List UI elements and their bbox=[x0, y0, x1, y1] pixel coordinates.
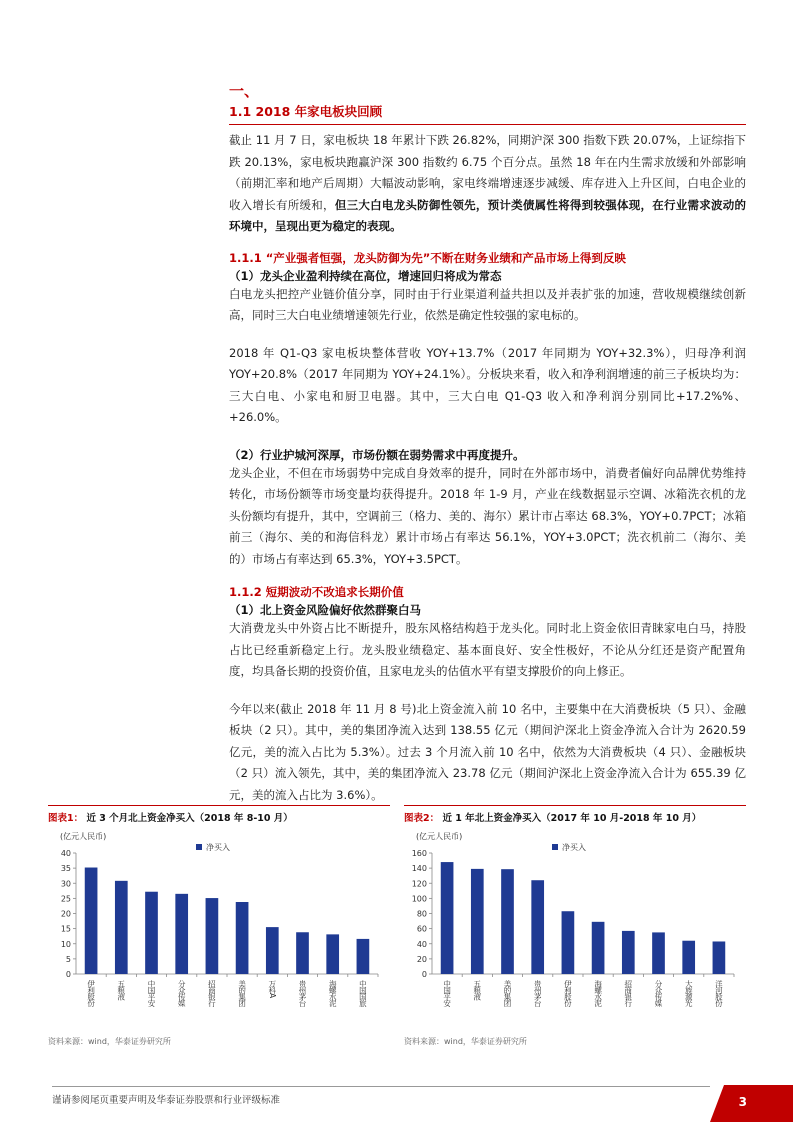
chart-1-bar bbox=[175, 894, 188, 974]
subheading-3: （1）北上资金风险偏好依然群聚白马 bbox=[229, 603, 421, 617]
chart-2-x-tick-label: 贵州茅台 bbox=[533, 980, 543, 1006]
chart-1-bar bbox=[206, 898, 219, 974]
chart-1-legend-swatch bbox=[196, 844, 202, 850]
chart-2-x-tick-label: 美的集团 bbox=[503, 980, 512, 1006]
chart-1-y-tick-label: 0 bbox=[65, 970, 71, 979]
chart-2-y-tick-label: 60 bbox=[416, 924, 427, 934]
chart-1-fig-label: 图表1： bbox=[48, 813, 84, 824]
chart-2-y-tick-label: 20 bbox=[416, 954, 427, 964]
chart-1-x-tick-label: 万科A bbox=[267, 980, 277, 998]
paragraph-3: 2018 年 Q1-Q3 家电板块整体营收 YOY+13.7%（2017 年同期为 YOY+32.3%），归母净利润 YOY+20.8%（2017 年同期为 YOY+24.1%）。分板块来看，收入和净利润增速的前三子板块均为：三大白电、小家电和厨卫电器。其中，三大白电 Q1-Q3 收入和净利润分别同比+17.2%%、+26.0%。 bbox=[229, 345, 746, 424]
chart-2-source: 资料来源：wind，华泰证券研究所 bbox=[404, 1037, 527, 1046]
chart-1-y-tick-label: 20 bbox=[60, 909, 71, 919]
chart-2-y-tick-label: 100 bbox=[411, 894, 427, 904]
chart-1-bar bbox=[326, 934, 339, 974]
chart-2-bar bbox=[652, 932, 665, 974]
chart-1-y-tick-label: 30 bbox=[60, 879, 71, 889]
chart-1-bar bbox=[145, 892, 158, 974]
chart-1-source: 资料来源：wind，华泰证券研究所 bbox=[48, 1037, 171, 1046]
chart-1-bar bbox=[115, 881, 128, 974]
paragraph-5: 大消费龙头中外资占比不断提升，股东风格结构趋于龙头化。同时北上资金依旧青睐家电白马，持股占比已经重新稳定上行。龙头股业绩稳定、基本面良好、安全性极好，不论从分红还是资产配置角度，均具备长期的投资价值，且家电龙头的估值水平有望支撑股价的向上修正。 bbox=[229, 621, 746, 678]
chart-2-title-text: 近 1 年北上资金净买入（2017 年 10 月-2018 年 10 月） bbox=[442, 813, 702, 824]
chart-1-y-tick-label: 10 bbox=[60, 939, 71, 949]
chart-1-bar bbox=[236, 902, 249, 974]
chart-2-y-axis-label: (亿元人民币) bbox=[416, 832, 463, 841]
chart-1-x-tick-label: 伊利股份 bbox=[86, 980, 96, 1006]
chart-1-x-tick-label: 中国平安 bbox=[147, 980, 156, 1006]
chart-2-bar bbox=[682, 941, 695, 974]
chart-2-bar bbox=[622, 931, 635, 974]
paragraph-1-text: 截止 11 月 7 日，家电板块 18 年累计下跌 26.82%，同期沪深 300 指数下跌 20.07%，上证综指下跌 20.13%，家电板块跑赢沪深 300 指数约 6.75 个百分点。虽然 18 年在内生需求放缓和外部影响（前期汇率和地产后周期）大幅波动影响，家电终端增速逐步减缓、库存进入上升区间，白电企业的收入增长有所缓和， bbox=[229, 133, 746, 212]
chart-1-x-tick-label: 海螺水泥 bbox=[328, 980, 338, 1006]
chart-1-x-tick-label: 五粮液 bbox=[116, 980, 126, 1000]
chart-2-x-tick-label: 中国平安 bbox=[442, 980, 452, 1006]
chart-2-y-tick-label: 40 bbox=[416, 939, 427, 949]
chart-1-y-tick-label: 35 bbox=[60, 864, 71, 874]
chart-1-bar bbox=[266, 927, 279, 974]
chart-2-y-tick-label: 120 bbox=[411, 879, 427, 889]
chart-2-bar bbox=[531, 880, 544, 974]
section-number: 一、 bbox=[229, 82, 260, 100]
chart-2-x-tick-label: 招商银行 bbox=[623, 980, 633, 1006]
chart-1-plot bbox=[48, 827, 390, 1032]
page-number: 3 bbox=[738, 1095, 747, 1109]
spacer bbox=[229, 429, 746, 445]
chart-1-x-tick-label: 美的集团 bbox=[237, 980, 247, 1006]
chart-1-y-axis-label: (亿元人民币) bbox=[60, 832, 107, 841]
heading-1-1-1: 1.1.1 “产业强者恒强，龙头防御为先”不断在财务业绩和产品市场上得到反映 bbox=[229, 250, 626, 265]
chart-2-legend-label: 净买入 bbox=[562, 843, 586, 852]
chart-2-fig-label: 图表2： bbox=[404, 813, 440, 824]
chart-2-x-tick-label: 五粮液 bbox=[472, 980, 482, 1000]
chart-1-bar bbox=[296, 932, 309, 974]
chart-2-x-tick-label: 分众传媒 bbox=[654, 980, 663, 1006]
subheading-1: （1）龙头企业盈利持续在高位，增速回归将成为常态 bbox=[229, 268, 502, 283]
chart-1-bar bbox=[357, 939, 370, 974]
footer-divider bbox=[52, 1086, 710, 1087]
spacer bbox=[229, 683, 746, 699]
chart-1-bar bbox=[85, 868, 98, 974]
chart-1-y-tick-label: 15 bbox=[60, 924, 71, 934]
chart-2-plot bbox=[404, 827, 746, 1032]
heading-1-1-2: 1.1.2 短期波动不改追求长期价值 bbox=[229, 585, 404, 599]
chart-2-bar bbox=[441, 862, 454, 974]
chart-1-x-tick-label: 贵州茅台 bbox=[298, 980, 307, 1006]
chart-1-title-text: 近 3 个月北上资金净买入（2018 年 8-10 月） bbox=[86, 813, 293, 824]
chart-2-legend-swatch bbox=[552, 844, 558, 850]
chart-2-y-tick-label: 160 bbox=[411, 849, 427, 858]
chart-2-y-tick-label: 140 bbox=[411, 864, 427, 874]
page-tab-notch bbox=[710, 1085, 724, 1122]
paragraph-6: 今年以来(截止 2018 年 11 月 8 号)北上资金流入前 10 名中，主要集中在大消费板块（5 只）、金融板块（2 只）。其中，美的集团净流入达到 138.55 亿元（期间沪深北上资金净流入合计为 2620.59 亿元，美的流入占比为 5.3%）。过去 3 个月流入前 10 名中，依然为大消费板块（4 只）、金融板块（2 只）流入领先，其中，美的集团净流入 23.78 亿元（期间沪深北上资金净流入合计为 655.39 亿元，美的流入占比为 3.6%）。 bbox=[229, 701, 746, 802]
paragraph-1 bbox=[229, 130, 746, 238]
spacer bbox=[229, 327, 746, 343]
chart-1 bbox=[48, 805, 390, 1050]
chart-1-x-tick-label: 中国国旅 bbox=[358, 980, 368, 1006]
chart-1-y-tick-label: 40 bbox=[60, 849, 71, 858]
chart-2-y-tick-label: 0 bbox=[421, 970, 427, 979]
chart-2-y-tick-label: 80 bbox=[416, 909, 427, 919]
paragraph-2: 白电龙头把控产业链价值分享，同时由于行业渠道利益共担以及并表扩张的加速，营收规模继续创新高，同时三大白电业绩增速领先行业，依然是确定性较强的家电标的。 bbox=[229, 286, 746, 322]
chart-1-y-tick-label: 25 bbox=[60, 894, 71, 904]
chart-2-bar bbox=[501, 869, 514, 974]
page-number-tab bbox=[710, 1085, 793, 1122]
chart-1-title bbox=[48, 806, 390, 826]
chart-2-bar bbox=[562, 911, 575, 974]
subheading-2: （2）行业护城河深厚，市场份额在弱势需求中再度提升。 bbox=[229, 447, 525, 462]
chart-2-bar bbox=[471, 869, 484, 974]
heading-1-1: 1.1 2018 年家电板块回顾 bbox=[229, 104, 746, 125]
footer-disclaimer: 谨请参阅尾页重要声明及华泰证券股票和行业评级标准 bbox=[52, 1095, 281, 1106]
chart-2-title bbox=[404, 806, 746, 826]
main-content bbox=[229, 82, 746, 806]
chart-2 bbox=[404, 805, 746, 1050]
chart-1-y-tick-label: 5 bbox=[65, 954, 71, 964]
chart-2-x-tick-label: 洋河股份 bbox=[714, 980, 724, 1006]
paragraph-4: 龙头企业，不但在市场弱势中完成自身效率的提升，同时在外部市场中，消费者偏好向品牌优势维持转化，市场份额等市场变量均获得提升。2018 年 1-9 月，产业在线数据显示空调、冰箱洗衣机的龙头份额均有提升，其中，空调前三（格力、美的、海尔）累计市占率达 68.3%，YOY+0.7PCT；冰箱前三（海尔、美的和海信科龙）累计市场占有率达 56.1%，YOY+3.0PCT；洗衣机前二（海尔、美的）市场占有率达到 65.3%，YOY+3.5PCT。 bbox=[229, 465, 746, 566]
chart-2-x-tick-label: 海螺水泥 bbox=[593, 980, 603, 1006]
paragraph-1-bold: 但三大白电龙头防御性领先，预计类债属性将得到较强体现，在行业需求波动的环境中，呈现出更为稳定的表现。 bbox=[229, 197, 747, 233]
chart-2-x-tick-label: 大族激光 bbox=[684, 980, 694, 1006]
chart-1-x-tick-label: 招商银行 bbox=[207, 980, 217, 1006]
chart-2-x-tick-label: 伊利股份 bbox=[563, 980, 573, 1006]
chart-1-legend-label: 净买入 bbox=[206, 843, 230, 852]
chart-2-bar bbox=[592, 922, 605, 974]
chart-1-x-tick-label: 分众传媒 bbox=[177, 980, 187, 1006]
chart-2-bar bbox=[713, 941, 726, 974]
